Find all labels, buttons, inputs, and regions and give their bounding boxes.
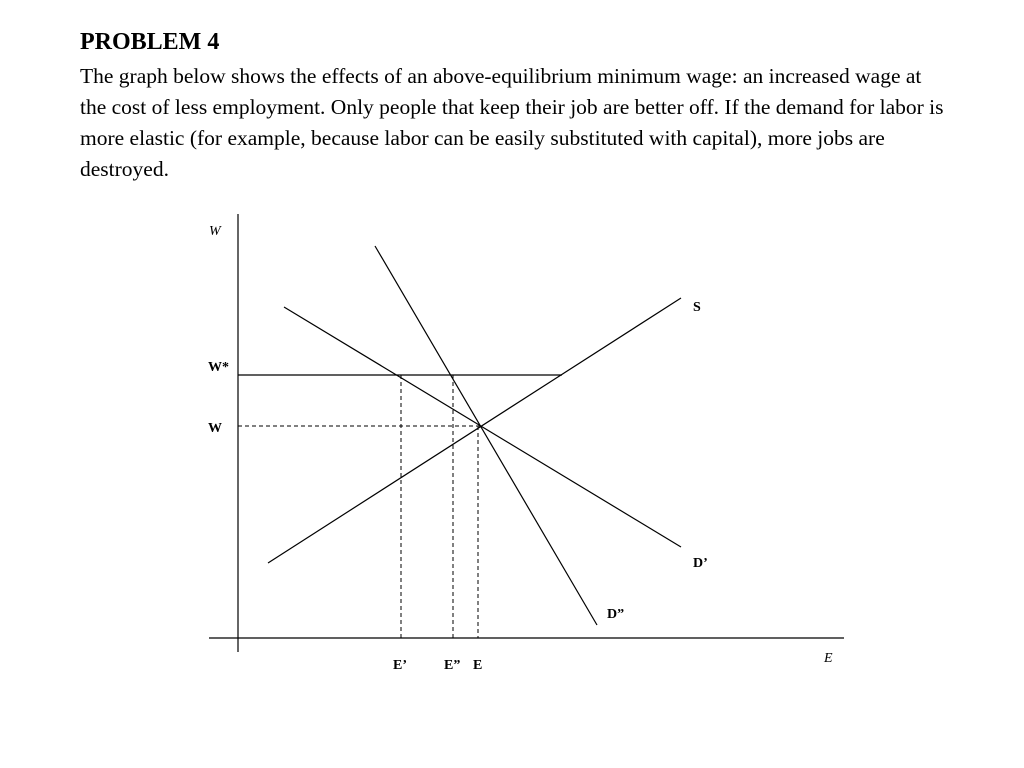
supply-curve — [268, 298, 681, 563]
demand-inelastic-label: D” — [607, 607, 625, 622]
y-axis-label: W — [209, 224, 221, 239]
problem-description: The graph below shows the effects of an above-equilibrium minimum wage: an increased wage at the cost of less employment. Only people that keep their job are better off. If the demand for labor is more elastic (for example, because labor can be easily substituted with capital), more jobs are destroyed. — [80, 64, 944, 181]
minimum-wage-label: W* — [208, 360, 229, 375]
problem-title: PROBLEM 4 — [80, 29, 220, 55]
supply-curve-label: S — [693, 300, 701, 315]
employment-elastic-label: E’ — [393, 658, 407, 673]
x-axis-label: E — [824, 651, 833, 666]
employment-equilibrium-label: E — [473, 658, 483, 673]
equilibrium-wage-label: W — [208, 421, 222, 436]
demand-curve-elastic — [284, 307, 681, 547]
demand-curve-inelastic — [375, 246, 597, 625]
employment-inelastic-label: E” — [444, 658, 461, 673]
demand-elastic-label: D’ — [693, 556, 708, 571]
